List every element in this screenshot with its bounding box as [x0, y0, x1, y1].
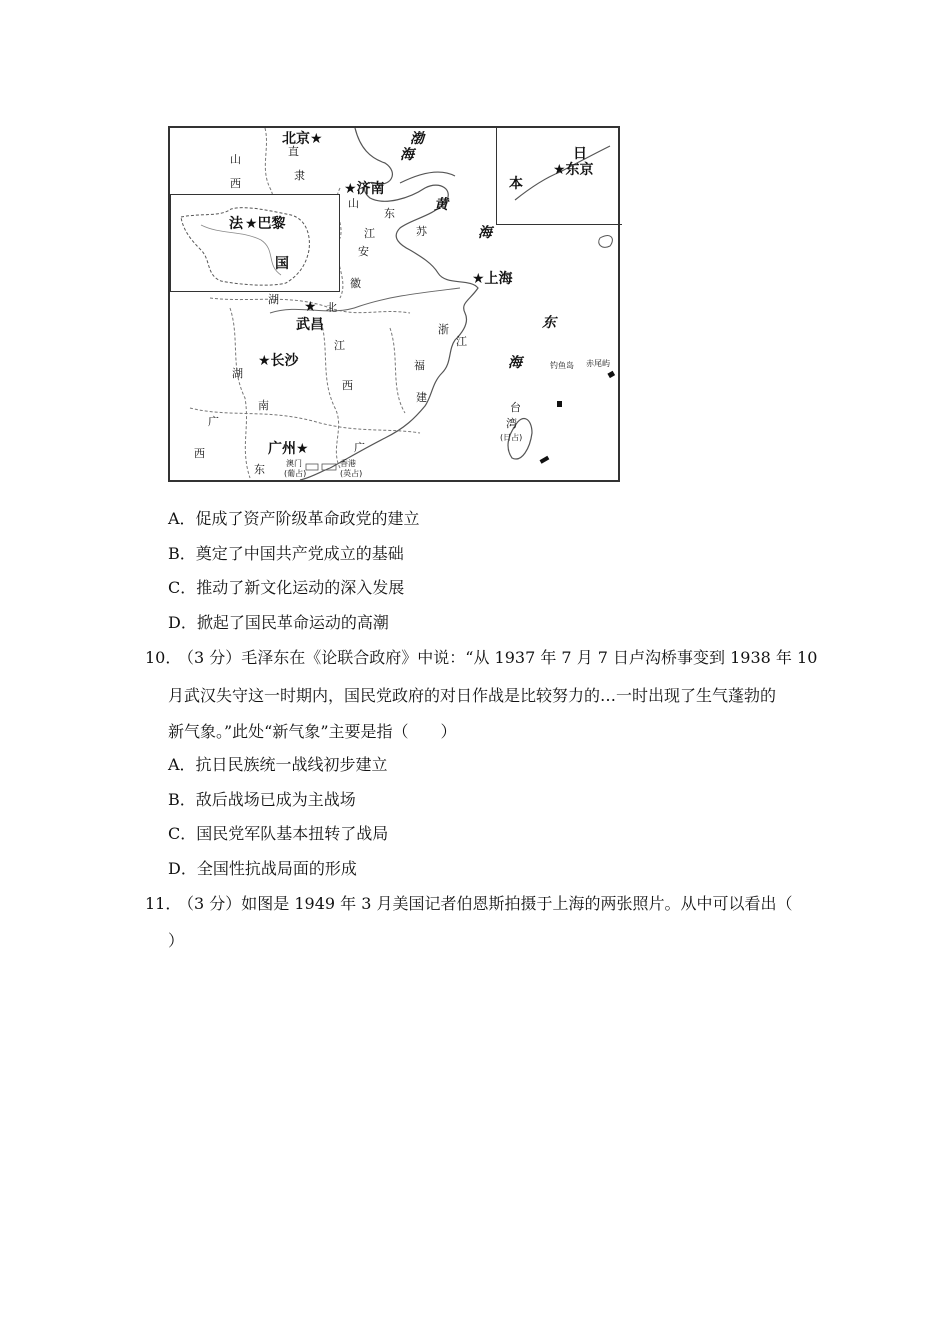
q10-option-b: B．敌后战场已成为主战场 [168, 790, 356, 809]
map-label-jiangxi-1: 江 [334, 339, 345, 352]
map-label-guangdong-1: 广 [354, 441, 365, 454]
france-inset [170, 194, 340, 292]
map-label-fujian-2: 建 [416, 391, 427, 404]
map-label-zhejiang-2: 江 [456, 335, 467, 348]
map-label-macau-occupied: (葡占) [284, 469, 307, 478]
q10-number: 10． [145, 648, 182, 667]
map-label-hubei-1: 湖 [268, 293, 279, 306]
q11-stem-line2: ） [168, 931, 185, 950]
map-label-tokyo: ★东京 [553, 162, 594, 178]
map-label-france-guo: 国 [275, 256, 289, 272]
map-label-hunan-2: 南 [258, 399, 269, 412]
map-label-changsha: ★长沙 [258, 353, 299, 369]
map-label-taiwan-1: 台 [510, 401, 521, 414]
q10-stem-line3: 新气象。”此处“新气象”主要是指（ ） [168, 722, 457, 741]
france-outline-graphic [171, 195, 338, 290]
map-label-dong: 东 [542, 315, 556, 331]
map-label-wuchang: 武昌 [296, 317, 324, 333]
map-label-guangdong-2: 东 [254, 463, 265, 476]
map-label-shanxi-1: 山 [230, 153, 241, 166]
map-label-hunan-1: 湖 [232, 367, 243, 380]
map-label-france: 法 [229, 216, 243, 232]
map-label-taiwan-2: 湾 [506, 417, 517, 430]
map-label-bohai: 海 [400, 147, 414, 163]
map-label-jiangsu-2: 苏 [416, 225, 427, 238]
map-label-huanghai: 海 [478, 225, 492, 241]
wuchang-star-icon: ★ [304, 299, 317, 315]
map-label-guangzhou: 广州★ [268, 441, 309, 457]
map-label-japan-2: 本 [509, 176, 523, 192]
map-figure [168, 126, 620, 482]
map-label-zhi: 直 [288, 145, 299, 158]
q9-option-a: A．促成了资产阶级革命政党的建立 [168, 509, 420, 528]
map-label-huang: 黄 [434, 197, 448, 213]
map-label-diaoyu: 钓鱼岛 [550, 361, 574, 370]
map-label-jiangsu-1: 江 [364, 227, 375, 240]
map-label-japan-1: 日 [573, 146, 587, 162]
map-label-taiwan-3: (日占) [500, 433, 523, 442]
map-label-hongkong: 香港 [340, 459, 356, 468]
q9-option-d: D．掀起了国民革命运动的高潮 [168, 613, 389, 632]
map-label-bo: 渤 [410, 131, 424, 147]
map-label-beijing: 北京★ [282, 131, 323, 147]
map-label-jiangxi-2: 西 [342, 379, 353, 392]
map-label-donghai: 海 [508, 355, 522, 371]
map-label-anhui-1: 安 [358, 245, 369, 258]
q10-stem-line2: 月武汉失守这一时期内，国民党政府的对日作战是比较努力的…一时出现了生气蓬勃的 [168, 686, 777, 705]
q10-option-d: D．全国性抗战局面的形成 [168, 859, 357, 878]
map-label-chiwei: 赤尾屿 [586, 359, 610, 368]
map-label-zhejiang-1: 浙 [438, 323, 449, 336]
map-label-hubei-2: 北 [326, 301, 337, 314]
map-label-paris: ★巴黎 [245, 216, 286, 232]
map-label-guangxi-1: 广 [208, 415, 219, 428]
map-label-guangxi-2: 西 [194, 447, 205, 460]
map-label-jinan: ★济南 [344, 181, 385, 197]
map-label-shandong-2: 东 [384, 207, 395, 220]
q9-option-b: B．奠定了中国共产党成立的基础 [168, 544, 404, 563]
map-label-shanghai: ★上海 [472, 271, 513, 287]
map-label-fujian-1: 福 [414, 359, 425, 372]
japan-inset [496, 127, 622, 225]
map-label-macau: 澳门 [286, 459, 302, 468]
map-label-hongkong-occupied: (英占) [340, 469, 363, 478]
q10-option-a: A．抗日民族统一战线初步建立 [168, 755, 388, 774]
q9-option-c: C．推动了新文化运动的深入发展 [168, 578, 405, 597]
q11-number: 11． [145, 894, 182, 913]
map-label-shandong-1: 山 [348, 197, 359, 210]
q11-stem-line1: （3 分）如图是 1949 年 3 月美国记者伯恩斯拍摄于上海的两张照片。从中可以看出（ [178, 894, 793, 913]
q10-stem-line1: （3 分）毛泽东在《论联合政府》中说：“从 1937 年 7 月 7 日卢沟桥事变到 1938 年 10 [178, 648, 818, 667]
map-label-anhui-2: 徽 [350, 277, 361, 290]
map-label-shanxi-2: 西 [230, 177, 241, 190]
map-label-li: 隶 [294, 169, 305, 182]
q10-option-c: C．国民党军队基本扭转了战局 [168, 824, 389, 843]
